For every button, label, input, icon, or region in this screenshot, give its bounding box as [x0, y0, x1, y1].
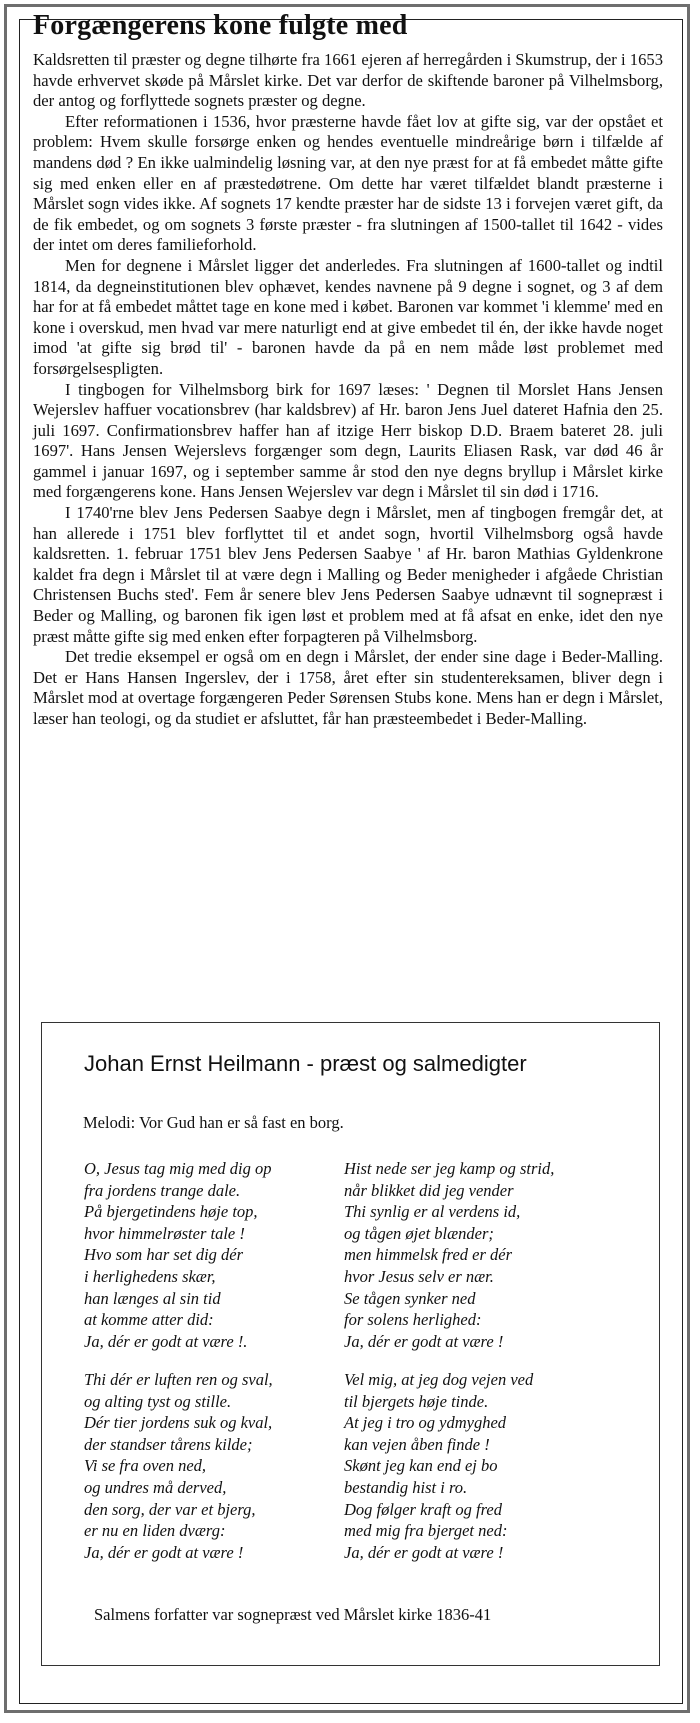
hymn-footer: Salmens forfatter var sognepræst ved Mårslet kirke 1836-41	[94, 1605, 492, 1624]
verse-line: Hist nede ser jeg kamp og strid,	[344, 1159, 555, 1178]
verse-line: og tågen øjet blænder;	[344, 1223, 494, 1243]
article-paragraph-1: Kaldsretten til præster og degne tilhørte fra 1661 ejeren af herregården i Skumstrup, der i 1653 havde erhvervet skøde på Mårslet kirke. Det var derfor de skiftende baroner på Vilhelmsborg, der antog og forflyttede sognets præster og degne.	[33, 50, 663, 111]
verse-line: han længes al sin tid	[84, 1288, 221, 1308]
verse-line: hvor himmelrøster tale !	[84, 1223, 245, 1243]
verse-line: Dog følger kraft og fred	[344, 1499, 502, 1519]
verse-line: Ja, dér er godt at være !	[84, 1542, 244, 1562]
verse-line: fra jordens trange dale.	[84, 1180, 241, 1200]
verse-line: Ja, dér er godt at være !.	[84, 1331, 248, 1351]
verse-line: Vel mig, at jeg dog vejen ved	[344, 1370, 534, 1389]
verse-line: Ja, dér er godt at være !	[344, 1542, 504, 1562]
verse-line: Ja, dér er godt at være !	[344, 1331, 504, 1351]
verse-line: der standser tårens kilde;	[84, 1434, 253, 1454]
verse-line: bestandig hist i ro.	[344, 1477, 468, 1497]
verse-line: i herlighedens skær,	[84, 1266, 216, 1286]
article-paragraph-3: Men for degnene i Mårslet ligger det anderledes. Fra slutningen af 1600-tallet og indtil 1814, da degneinstitutionen blev ophævet, kendes navnene på 9 degne i sognet, og 3 af dem har for at få embedet måttet tage en kone med i købet. Baronen var kommet 'i klemme' med en kone i overskud, men hvad var mere naturligt end at give embedet til én, der ikke havde noget imod 'at gifte sig brød til' - baronen havde da på en nem måde løst problemet med forsørgelsespligten.	[33, 255, 663, 378]
article-paragraph-4: I tingbogen for Vilhelmsborg birk for 1697 læses: ' Degnen til Morslet Hans Jensen Wejerslev haffuer vocationsbrev (har kaldsbrev) af Hr. baron Jens Juel dateret Hafnia den 25. juli 1697. Confirmationsbrev haffer han af itzige Herr biskop D.D. Braem bateret 28. juli 1697'. Hans Jensen Wejerslevs forgænger som degn, Laurits Eliasen Rask, var død 46 år gammel i januar 1697, og i september samme år stod den nye degns bryllup i Mårslet kirke med forgængerens kone. Hans Jensen Wejerslev var degn i Mårslet til sin død i 1716.	[33, 379, 663, 502]
verse-line: kan vejen åben finde !	[344, 1434, 490, 1454]
hymn-title: Johan Ernst Heilmann - præst og salmedigter	[84, 1051, 527, 1076]
verse-line: hvor Jesus selv er nær.	[344, 1266, 494, 1286]
article	[33, 9, 663, 730]
verse-line: Thi synlig er al verdens id,	[344, 1202, 521, 1222]
hymn-stanza-4	[344, 1369, 533, 1563]
hymn-stanza-2	[344, 1158, 554, 1352]
verse-line: men himmelsk fred er dér	[344, 1245, 513, 1265]
verse-line: for solens herlighed:	[344, 1310, 482, 1330]
verse-line: Dér tier jordens suk og kval,	[84, 1413, 273, 1433]
verse-line: den sorg, der var et bjerg,	[84, 1499, 256, 1519]
hymn-stanza-3	[84, 1369, 273, 1563]
article-paragraph-6: Det tredie eksempel er også om en degn i Mårslet, der ender sine dage i Beder-Malling. Det er Hans Hansen Ingerslev, der i 1758, året efter sin studentereksamen, bliver degn i Mårslet mod at overtage forgængeren Peder Sørensen Stubs kone. Mens han er degn i Mårslet, læser han teologi, og da studiet er afsluttet, får han præsteembedet i Beder-Malling.	[33, 647, 663, 728]
hymn-box	[41, 1022, 660, 1666]
article-title: Forgængerens kone fulgte med	[33, 10, 408, 41]
verse-line: Se tågen synker ned	[344, 1288, 476, 1308]
verse-line: At jeg i tro og ydmyghed	[344, 1413, 507, 1433]
verse-line: og undres må derved,	[84, 1477, 227, 1497]
verse-line: O, Jesus tag mig med dig op	[84, 1159, 272, 1178]
verse-line: er nu en liden dværg:	[84, 1521, 226, 1541]
verse-line: Hvo som har set dig dér	[84, 1245, 244, 1265]
verse-line: Skønt jeg kan end ej bo	[344, 1456, 498, 1476]
verse-line: Thi dér er luften ren og sval,	[84, 1370, 273, 1389]
verse-line: Vi se fra oven ned,	[84, 1456, 207, 1476]
verse-line: På bjergetindens høje top,	[84, 1202, 258, 1222]
verse-line: at komme atter did:	[84, 1310, 214, 1330]
article-paragraph-2: Efter reformationen i 1536, hvor præsterne havde fået lov at gifte sig, var der opstået et problem: Hvem skulle forsørge enken og hendes eventuelle mindreårige børn i tilfælde af mandens død ? En ikke ualmindelig løsning var, at den nye præst for at få embedet måtte gifte sig med enken eller en af præstedøtrene. Om dette har været tilfældet blandt præsterne i Mårslet sogn vides ikke. Af sognets 17 kendte præster har de sidste 13 i forvejen været gift, da de fik embedet, og om sognets 3 første præster - fra slutningen af 1500-tallet til 1642 - vides der intet om deres familieforhold.	[33, 111, 663, 255]
verse-line: når blikket did jeg vender	[344, 1180, 514, 1200]
hymn-stanza-1	[84, 1158, 271, 1352]
article-paragraph-5: I 1740'rne blev Jens Pedersen Saabye degn i Mårslet, men af tingbogen fremgår det, at han allerede i 1751 blev forflyttet til et andet sogn, hvortil Vilhelmsborg også havde kaldsretten. 1. februar 1751 blev Jens Pedersen Saabye ' af Hr. baron Mathias Gyldenkrone kaldet fra degn i Mårslet til at være degn i Malling og Beder menigheder i afgåede Christian Christensen Buchs sted'. Fem år senere blev Jens Pedersen Saabye udnævnt til sognepræst i Beder og Malling, og baronen fik igen løst et problem med at få afsat en enke, idet den nye præst måtte gifte sig med enken efter forpagteren på Vilhelmsborg.	[33, 503, 663, 646]
verse-line: med mig fra bjerget ned:	[344, 1521, 508, 1541]
verse-line: og alting tyst og stille.	[84, 1391, 232, 1411]
verse-line: til bjergets høje tinde.	[344, 1391, 489, 1411]
hymn-melody: Melodi: Vor Gud han er så fast en borg.	[83, 1113, 344, 1132]
